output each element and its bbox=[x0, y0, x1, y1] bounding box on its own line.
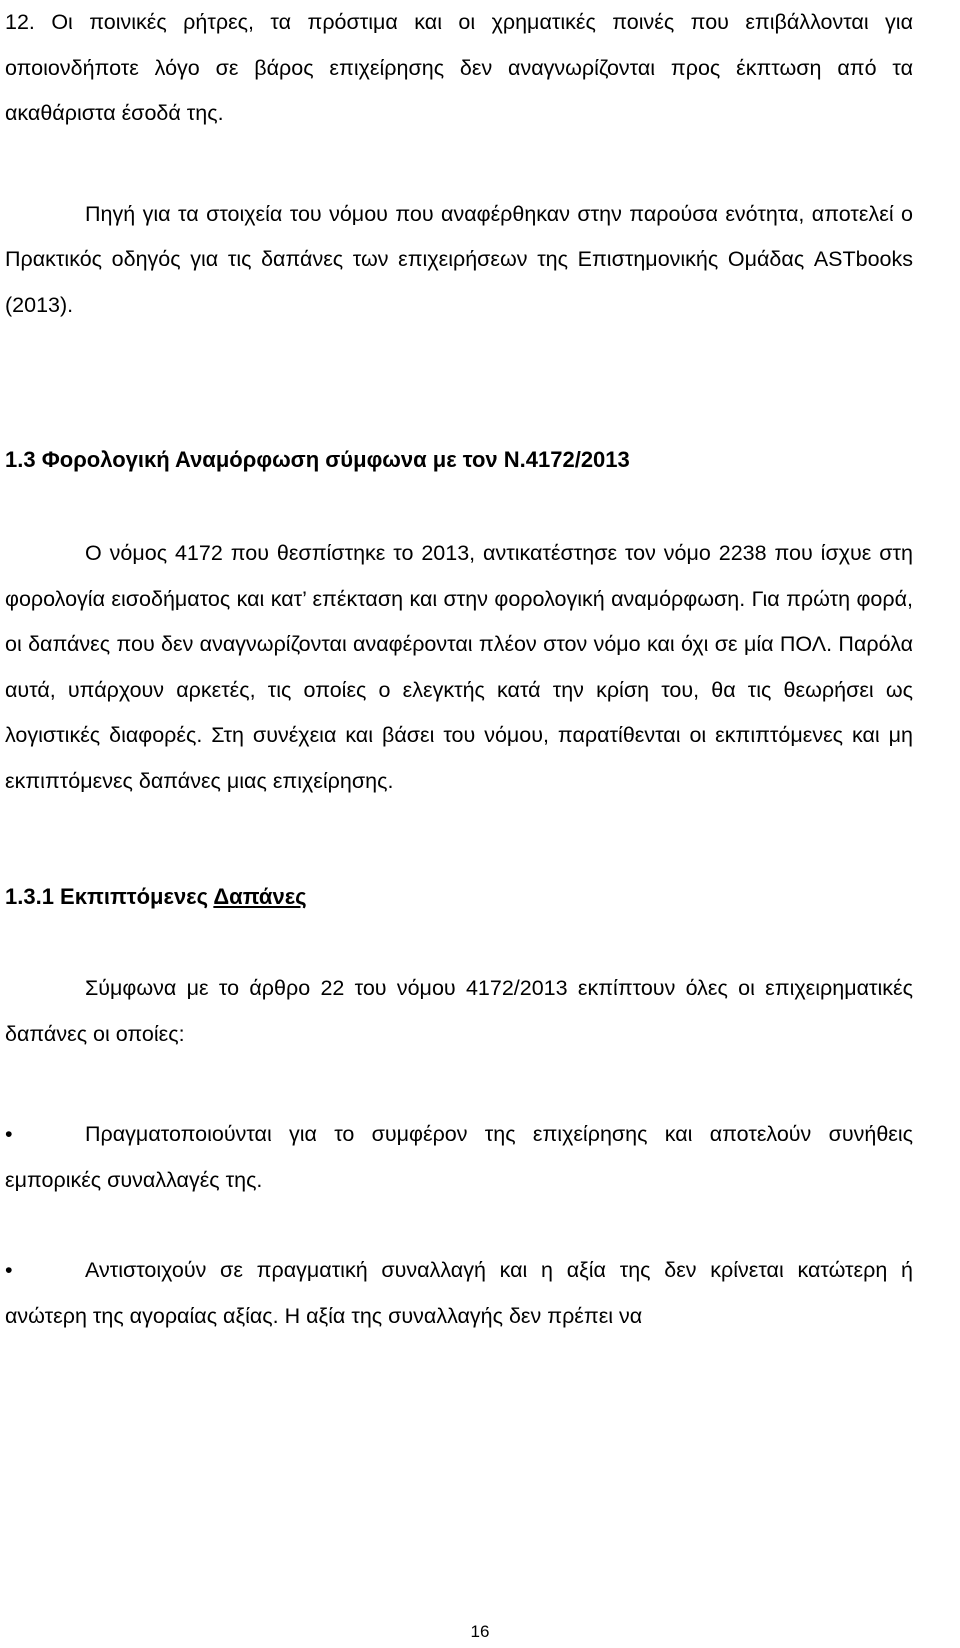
document-page bbox=[5, 0, 913, 1339]
paragraph-source: Πηγή για τα στοιχεία του νόμου που αναφέρθηκαν στην παρούσα ενότητα, αποτελεί ο Πρακτικός οδηγός για τις δαπάνες των επιχειρήσεων της Επιστημονικής Ομάδας ASTbooks (2013). bbox=[5, 201, 913, 317]
paragraph-article-22: Σύμφωνα με το άρθρο 22 του νόμου 4172/2013 εκπίπτουν όλες οι επιχειρηματικές δαπάνες οι οποίες: bbox=[5, 976, 913, 1046]
bullet-text: Αντιστοιχούν σε πραγματική συναλλαγή και η αξία της δεν κρίνεται κατώτερη ή ανώτερη της αγοραίας αξίας. Η αξία της συναλλαγής δεν πρέπει να bbox=[5, 1258, 913, 1328]
bullet-text: Πραγματοποιούνται για το συμφέρον της επιχείρησης και αποτελούν συνήθεις εμπορικές συναλλαγές της. bbox=[5, 1122, 913, 1192]
bullet-icon: • bbox=[5, 1258, 13, 1282]
page-number: 16 bbox=[470, 1622, 490, 1641]
section-heading-number: 1.3.1 Εκπιπτόμενες bbox=[5, 884, 214, 909]
bullet-item bbox=[5, 1248, 913, 1339]
section-heading-1-3: 1.3 Φορολογική Αναμόρφωση σύμφωνα με τον Ν.4172/2013 bbox=[5, 447, 630, 472]
paragraph-penalties: 12. Οι ποινικές ρήτρες, τα πρόστιμα και οι χρηματικές ποινές που επιβάλλονται για οποιονδήποτε λόγο σε βάρος επιχείρησης δεν αναγνωρίζονται προς έκπτωση από τα ακαθάριστα έσοδά της. bbox=[5, 10, 913, 125]
section-heading-1-3-1 bbox=[5, 882, 913, 912]
section-heading-underlined: Δαπάνες bbox=[213, 884, 307, 909]
bullet-item bbox=[5, 1112, 913, 1203]
bullet-icon: • bbox=[5, 1122, 13, 1146]
paragraph-law-4172: Ο νόμος 4172 που θεσπίστηκε το 2013, αντικατέστησε τον νόμο 2238 που ίσχυε στη φορολογία εισοδήματος και κατ’ επέκταση και στην φορολογική αναμόρφωση. Για πρώτη φορά, οι δαπάνες που δεν αναγνωρίζονται αναφέρονται πλέον στον νόμο και όχι σε μία ΠΟΛ. Παρόλα αυτά, υπάρχουν αρκετές, τις οποίες ο ελεγκτής κατά την κρίση του, θα τις θεωρήσει ως λογιστικές διαφορές. Στη συνέχεια και βάσει του νόμου, παρατίθενται οι εκπιπτόμενες και μη εκπιπτόμενες δαπάνες μιας επιχείρησης. bbox=[5, 541, 913, 793]
